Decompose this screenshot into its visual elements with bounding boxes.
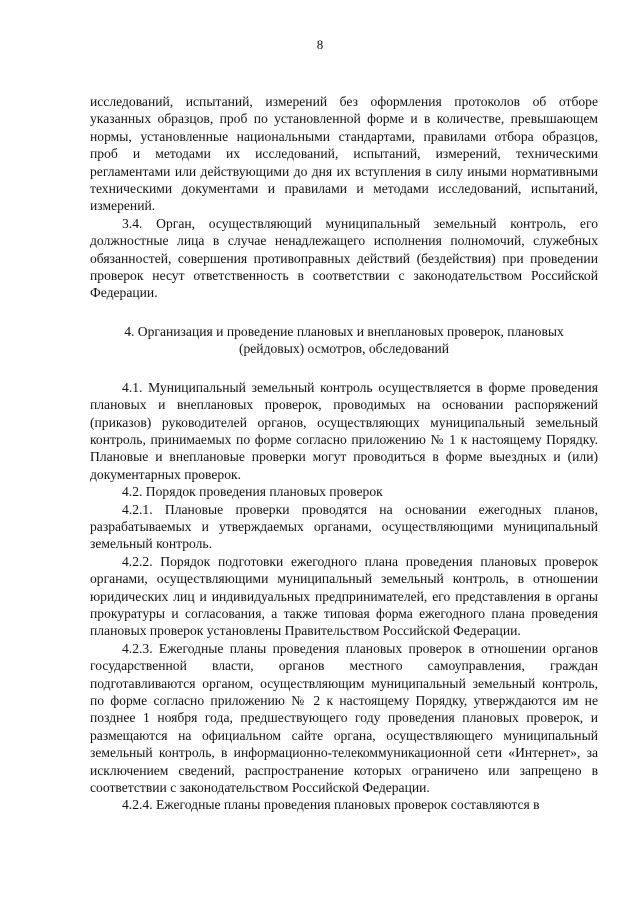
paragraph-4-2-3: 4.2.3. Ежегодные планы проведения плановых проверок в отношении органов государственной власти, органов местного самоуправления, граждан подготавливаются органом, осуществляющим муниципальный земельный контроль, по форме согласно приложению № 2 к настоящему Порядку, утверждаются им не позднее 1 ноября года, предшествующего году проведения плановых проверок, и размещаются на официальном сайте органа, осуществляющего муниципальный земельный контроль, в информационно-телекоммуникационной сети «Интернет», за исключением сведений, распространение которых ограничено или запрещено в соответствии с законодательством Российской Федерации. — [90, 640, 598, 796]
paragraph-4-2-1: 4.2.1. Плановые проверки проводятся на основании ежегодных планов, разрабатываемых и утверждаемых органами, осуществляющими муниципальный земельный контроль. — [90, 501, 598, 552]
paragraph-4-2-2: 4.2.2. Порядок подготовки ежегодного плана проведения плановых проверок органами, осуществляющими муниципальный земельный контроль, в отношении юридических лиц и индивидуальных предпринимателей, его представления в органы прокуратуры и согласования, а также типовая форма ежегодного плана проведения плановых проверок установлены Правительством Российской Федерации. — [90, 553, 598, 639]
document-body — [90, 93, 598, 814]
paragraph-3-4: 3.4. Орган, осуществляющий муниципальный земельный контроль, его должностные лица в случае ненадлежащего исполнения полномочий, служебных обязанностей, совершения противоправных действий (бездействия) при проведении проверок несут ответственность в соответствии с законодательством Российской Федерации. — [90, 215, 598, 301]
paragraph-4-1: 4.1. Муниципальный земельный контроль осуществляется в форме проведения плановых и внеплановых проверок, проводимых на основании распоряжений (приказов) руководителей органов, осуществляющих муниципальный земельный контроль, принимаемых по форме согласно приложению № 1 к настоящему Порядку. Плановые и внеплановые проверки могут проводиться в форме выездных и (или) документарных проверок. — [90, 379, 598, 482]
paragraph-4-2-4: 4.2.4. Ежегодные планы проведения плановых проверок составляются в — [122, 797, 540, 813]
paragraph-4-2: 4.2. Порядок проведения плановых проверок — [122, 484, 383, 500]
page-number: 8 — [316, 37, 324, 52]
section-heading: 4. Организация и проведение плановых и внеплановых проверок, плановых (рейдовых) осмотров, обследований — [124, 323, 564, 357]
paragraph-continuation: исследований, испытаний, измерений без оформления протоколов об отборе указанных образцов, проб по установленной форме и в количестве, превышающем нормы, установленные национальными стандартами, правилами отбора образцов, проб и методами их исследований, испытаний, измерений, техническими регламентами или действующими до дня их вступления в силу иными нормативными техническими документами и правилами и методами исследований, испытаний, измерений. — [90, 94, 598, 214]
